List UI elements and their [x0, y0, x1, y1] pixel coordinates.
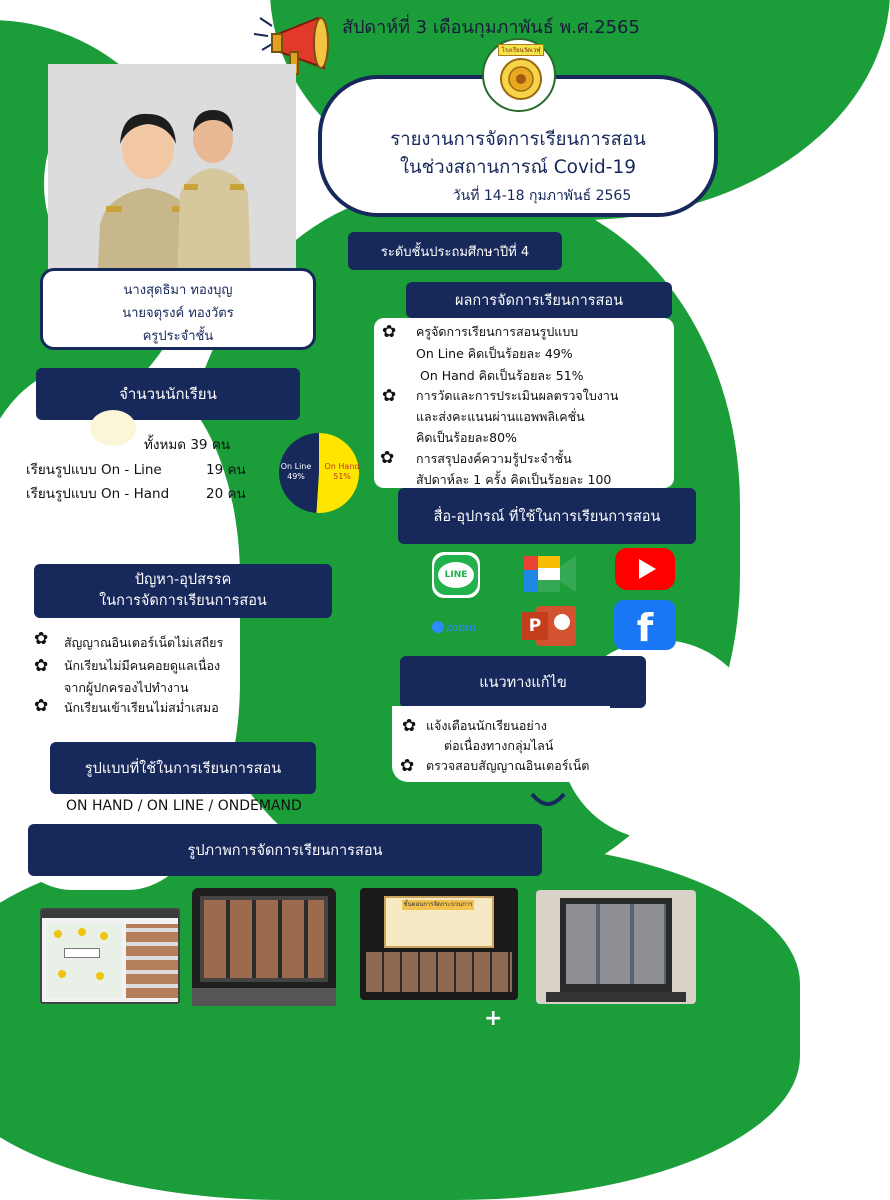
teacher-name-1: นางสุดธิมา ทองบุญ	[123, 283, 233, 298]
flower-icon: ✿	[34, 629, 49, 649]
problems-heading	[34, 564, 332, 618]
result-item1-line3: On Hand คิดเป็นร้อยละ 51%	[420, 368, 584, 383]
flower-icon: ✿	[382, 386, 397, 406]
problem-item3: นักเรียนเข้าเรียนไม่สม่ำเสมอ	[64, 700, 219, 715]
facebook-icon: f	[614, 600, 676, 650]
teacher-name-2: นายจตุรงค์ ทองวัตร	[122, 306, 234, 321]
online-count: 19 คน	[206, 462, 246, 478]
result-item2-line3: คิดเป็นร้อยละ80%	[416, 430, 517, 445]
flower-icon: ✿	[34, 696, 49, 716]
line-app-label: LINE	[438, 562, 474, 588]
report-title-line1: รายงานการจัดการเรียนการสอน	[390, 129, 646, 150]
seal-banner: โรงเรียนวัดเวฬุ	[498, 44, 544, 56]
flower-icon: ✿	[382, 322, 397, 342]
smile-arc-decoration	[528, 790, 568, 812]
problem-item1: สัญญาณอินเตอร์เน็ตไม่เสถียร	[64, 635, 224, 650]
class-photo-4	[536, 890, 696, 1004]
pie-online-pct: 49%	[287, 472, 305, 481]
result-item1-line1: ครูจัดการเรียนการสอนรูปแบบ	[416, 324, 579, 339]
pie-onhand-name: On Hand	[324, 462, 360, 471]
students-heading: จำนวนนักเรียน	[36, 368, 300, 420]
pie-label-online	[278, 462, 314, 482]
class-photo-2	[192, 888, 336, 1006]
results-heading: ผลการจัดการเรียนการสอน	[406, 282, 672, 318]
week-title: สัปดาห์ที่ 3 เดือนกุมภาพันธ์ พ.ศ.2565	[342, 17, 640, 38]
problem-item2-line1: นักเรียนไม่มีคนคอยดูแลเนื่อง	[64, 658, 221, 673]
problems-heading-line1: ปัญหา-อุปสรรค	[134, 572, 232, 588]
flower-icon: ✿	[380, 448, 395, 468]
problems-heading-line2: ในการจัดการเรียนการสอน	[99, 593, 267, 609]
solution-item1-line1: แจ้งเตือนนักเรียนอย่าง	[426, 718, 547, 733]
pie-online-name: On Line	[280, 462, 312, 471]
seal-emblem-icon	[498, 56, 544, 102]
pie-label-onhand	[322, 462, 362, 482]
result-item3-line2: สัปดาห์ละ 1 ครั้ง คิดเป็นร้อยละ 100	[416, 472, 612, 487]
formats-value: ON HAND / ON LINE / ONDEMAND	[66, 798, 302, 814]
media-heading: สื่อ-อุปกรณ์ ที่ใช้ในการเรียนการสอน	[398, 488, 696, 544]
result-item3-line1: การสรุปองค์ความรู้ประจำชั้น	[416, 451, 572, 466]
slide-title: ชั้นตอนการจัดกระบวนการ	[403, 901, 473, 908]
formats-heading: รูปแบบที่ใช้ในการเรียนการสอน	[50, 742, 316, 794]
flower-icon: ✿	[400, 756, 415, 776]
class-photo-1	[40, 908, 180, 1004]
google-meet-icon	[522, 552, 578, 596]
online-label: เรียนรูปแบบ On - Line	[26, 462, 162, 478]
powerpoint-letter: P	[522, 612, 548, 640]
onhand-label: เรียนรูปแบบ On - Hand	[26, 486, 170, 502]
teacher-role: ครูประจำชั้น	[142, 329, 214, 344]
zoom-app-icon	[432, 612, 488, 642]
result-item2-line1: การวัดและการประเมินผลตรวจใบงาน	[416, 388, 619, 403]
report-title-line2: ในช่วงสถานการณ์ Covid-19	[399, 157, 637, 178]
zoom-app-label: zoom	[446, 620, 476, 634]
grade-label: ระดับชั้นประถมศึกษาปีที่ 4	[348, 232, 562, 270]
plus-decoration: +	[484, 1006, 503, 1031]
report-date: วันที่ 14-18 กุมภาพันธ์ 2565	[452, 188, 632, 204]
photos-heading: รูปภาพการจัดการเรียนการสอน	[28, 824, 542, 876]
school-seal	[482, 38, 556, 112]
bg-cream-spot	[90, 410, 136, 446]
result-item2-line2: และส่งคะแนนผ่านแอพพลิเคชั่น	[416, 409, 585, 424]
youtube-icon	[614, 546, 676, 592]
line-app-icon	[432, 552, 480, 598]
teacher-card	[40, 268, 316, 350]
result-item1-line2: On Line คิดเป็นร้อยละ 49%	[416, 346, 573, 361]
students-total: ทั้งหมด 39 คน	[144, 437, 231, 453]
class-photo-3	[360, 888, 518, 1000]
solution-item1-line2: ต่อเนื่องทางกลุ่มไลน์	[444, 738, 554, 753]
solution-item2: ตรวจสอบสัญญาณอินเตอร์เน็ต	[426, 758, 590, 773]
onhand-count: 20 คน	[206, 486, 246, 502]
pie-onhand-pct: 51%	[333, 472, 351, 481]
powerpoint-icon	[522, 606, 578, 646]
flower-icon: ✿	[402, 716, 417, 736]
flower-icon: ✿	[34, 656, 49, 676]
solutions-heading: แนวทางแก้ไข	[400, 656, 646, 708]
problem-item2-line2: จากผู้ปกครองไปทำงาน	[64, 680, 189, 695]
